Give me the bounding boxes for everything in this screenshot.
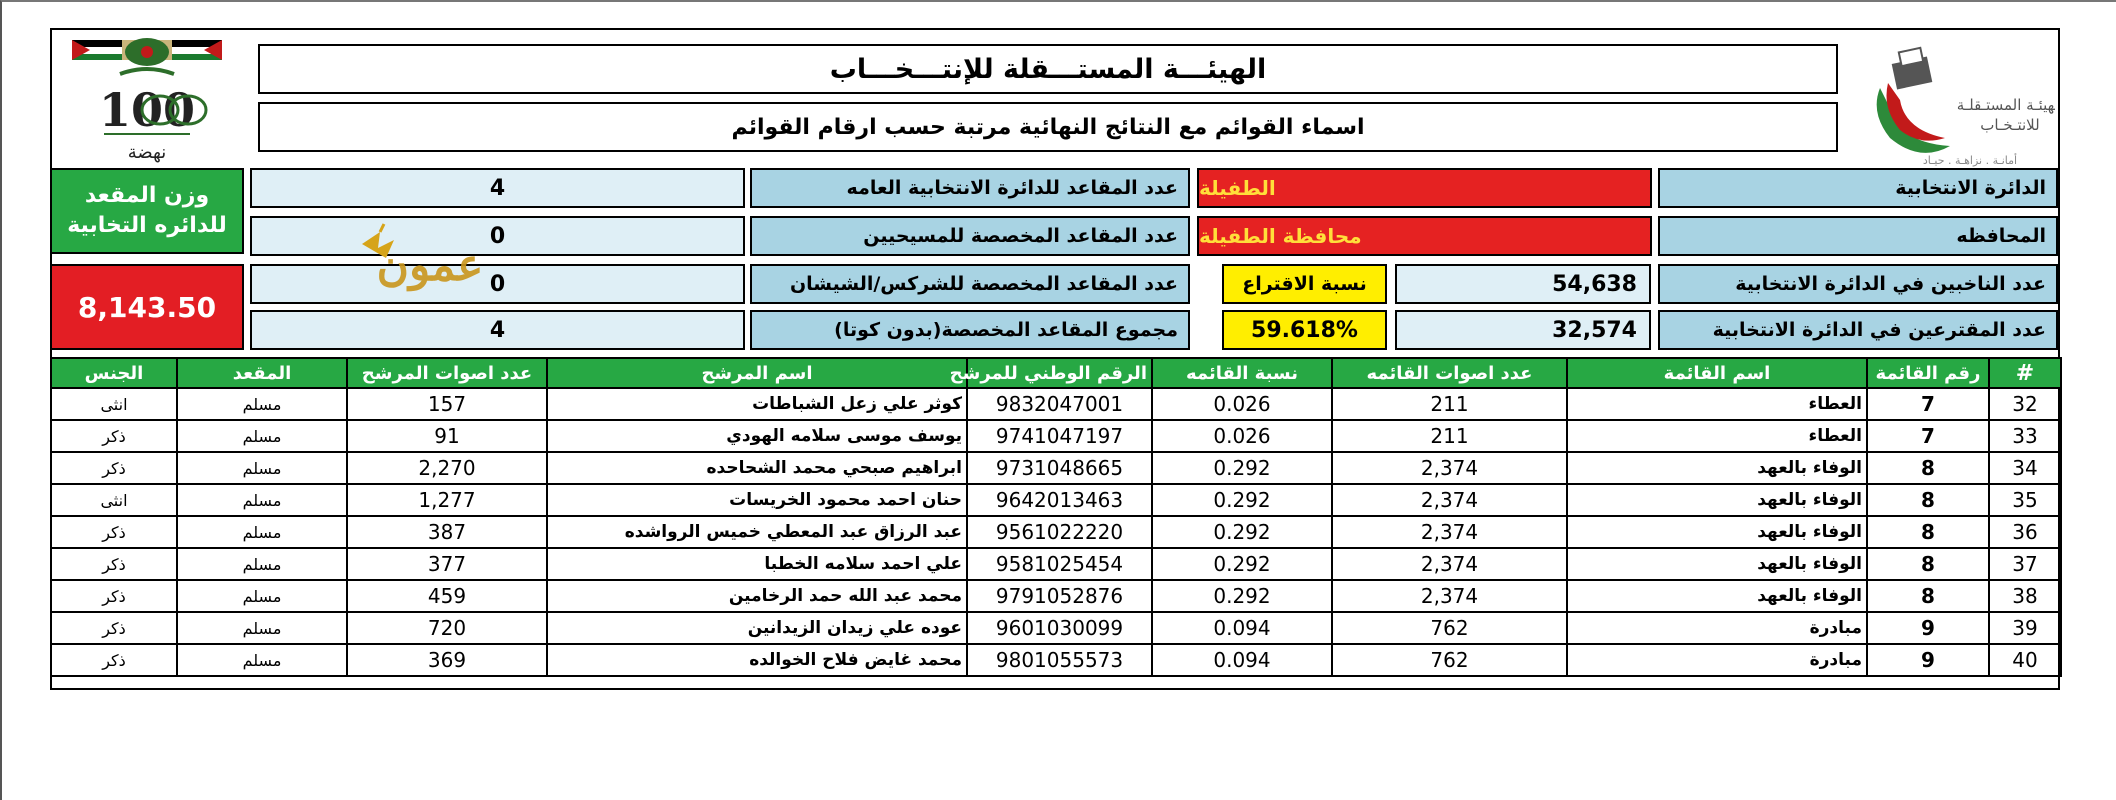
table-row: [51, 484, 2061, 516]
header-candidate-votes: عدد اصوات المرشح: [347, 358, 547, 388]
cell-list-name: الوفاء بالعهد: [1567, 548, 1867, 580]
cell-gender: ذكر: [51, 580, 177, 612]
iec-motto: أمانـة . نزاهـة . حيـاد: [1922, 154, 2018, 167]
cell-list-votes: 2,374: [1332, 580, 1567, 612]
table-row: [51, 612, 2061, 644]
cell-gender: ذكر: [51, 644, 177, 676]
cell-candidate-votes: 369: [347, 644, 547, 676]
cell-gender: انثى: [51, 484, 177, 516]
centennial-number: 100: [98, 83, 196, 137]
seats-total-label: مجموع المقاعد المخصصة(بدون كوتا): [750, 310, 1190, 350]
header-list-ratio: نسبة القائمه: [1152, 358, 1332, 388]
cell-list-no: 8: [1867, 580, 1989, 612]
cell-candidate-votes: 2,270: [347, 452, 547, 484]
cell-candidate: كوثر علي زعل الشباطات: [547, 388, 967, 420]
cell-national-id: 9581025454: [967, 548, 1152, 580]
cell-list-votes: 2,374: [1332, 548, 1567, 580]
seats-circassian-value: 0: [250, 264, 745, 304]
cell-list-name: الوفاء بالعهد: [1567, 452, 1867, 484]
cell-seat: مسلم: [177, 452, 347, 484]
cell-num: 32: [1989, 388, 2061, 420]
cell-candidate: محمد غايض فلاح الخوالده: [547, 644, 967, 676]
cell-gender: ذكر: [51, 548, 177, 580]
cell-list-no: 9: [1867, 612, 1989, 644]
cell-list-ratio: 0.026: [1152, 388, 1332, 420]
iec-name-line2: للانتـخـاب: [1980, 116, 2040, 134]
table-row: [51, 452, 2061, 484]
cell-seat: مسلم: [177, 612, 347, 644]
cell-gender: ذكر: [51, 516, 177, 548]
governorate-value: محافظة الطفيلة: [1197, 216, 1652, 256]
cell-candidate: علي احمد سلامه الخطبا: [547, 548, 967, 580]
cell-list-votes: 211: [1332, 420, 1567, 452]
watermark-text: عمون: [376, 240, 484, 291]
cell-num: 33: [1989, 420, 2061, 452]
cell-candidate-votes: 459: [347, 580, 547, 612]
cell-gender: انثى: [51, 388, 177, 420]
seats-christian-label: عدد المقاعد المخصصة للمسيحيين: [750, 216, 1190, 256]
table-row: [51, 644, 2061, 676]
iec-logo: [1860, 38, 2055, 168]
cell-list-no: 8: [1867, 484, 1989, 516]
cell-national-id: 9791052876: [967, 580, 1152, 612]
cell-national-id: 9741047197: [967, 420, 1152, 452]
centennial-logo: [60, 34, 235, 164]
page-subtitle: [258, 102, 1838, 152]
seats-total-value: 4: [250, 310, 745, 350]
cell-list-name: الوفاء بالعهد: [1567, 580, 1867, 612]
iec-name-line1: الهيئـة المستـقلـة: [1956, 96, 2055, 114]
voters-value: 54,638: [1395, 264, 1651, 304]
cell-num: 38: [1989, 580, 2061, 612]
cell-seat: مسلم: [177, 580, 347, 612]
district-label: الدائرة الانتخابية: [1658, 168, 2058, 208]
cell-list-ratio: 0.094: [1152, 644, 1332, 676]
cell-candidate: يوسف موسى سلامه الهودي: [547, 420, 967, 452]
table-row: [51, 388, 2061, 420]
cell-seat: مسلم: [177, 484, 347, 516]
cell-candidate-votes: 387: [347, 516, 547, 548]
cell-seat: مسلم: [177, 516, 347, 548]
cell-candidate-votes: 157: [347, 388, 547, 420]
cell-list-ratio: 0.292: [1152, 580, 1332, 612]
cell-candidate-votes: 91: [347, 420, 547, 452]
header-list-votes: عدد اصوات القائمه: [1332, 358, 1567, 388]
cell-list-no: 8: [1867, 548, 1989, 580]
header-list-no: رقم القائمة: [1867, 358, 1989, 388]
cell-num: 39: [1989, 612, 2061, 644]
cell-list-votes: 211: [1332, 388, 1567, 420]
cell-candidate-votes: 1,277: [347, 484, 547, 516]
cell-list-ratio: 0.094: [1152, 612, 1332, 644]
table-row: [51, 420, 2061, 452]
header-national-id: الرقم الوطني للمرشح: [967, 358, 1152, 388]
cell-list-name: العطاء: [1567, 388, 1867, 420]
cell-num: 36: [1989, 516, 2061, 548]
cell-list-ratio: 0.292: [1152, 516, 1332, 548]
header-list-name: اسم القائمة: [1567, 358, 1867, 388]
cell-seat: مسلم: [177, 388, 347, 420]
cell-candidate: حنان احمد محمود الخريسات: [547, 484, 967, 516]
cell-list-no: 7: [1867, 420, 1989, 452]
header-seat: المقعد: [177, 358, 347, 388]
seats-christian-value: 0: [250, 216, 745, 256]
cell-gender: ذكر: [51, 452, 177, 484]
page-subtitle-text: اسماء القوائم مع النتائج النهائية مرتبة حسب ارقام القوائم: [731, 114, 1365, 140]
cell-list-votes: 762: [1332, 612, 1567, 644]
cell-list-ratio: 0.292: [1152, 484, 1332, 516]
seats-general-value: 4: [250, 168, 745, 208]
cell-list-name: مبادرة: [1567, 644, 1867, 676]
cell-list-no: 9: [1867, 644, 1989, 676]
table-row: [51, 580, 2061, 612]
cell-seat: مسلم: [177, 420, 347, 452]
cell-list-votes: 2,374: [1332, 516, 1567, 548]
header-num: #: [1989, 358, 2061, 388]
ammon-watermark: [350, 222, 520, 312]
cell-list-no: 7: [1867, 388, 1989, 420]
cell-list-no: 8: [1867, 452, 1989, 484]
page-title: [258, 44, 1838, 94]
cell-national-id: 9832047001: [967, 388, 1152, 420]
turnout-pct-value: 59.618%: [1222, 310, 1387, 350]
table-row: [51, 516, 2061, 548]
cell-num: 34: [1989, 452, 2061, 484]
seats-general-label: عدد المقاعد للدائرة الانتخابية العامه: [750, 168, 1190, 208]
cell-list-ratio: 0.292: [1152, 452, 1332, 484]
cell-list-name: الوفاء بالعهد: [1567, 484, 1867, 516]
header-gender: الجنس: [51, 358, 177, 388]
cell-list-ratio: 0.292: [1152, 548, 1332, 580]
cell-list-votes: 2,374: [1332, 452, 1567, 484]
cell-candidate: عبد الرزاق عبد المعطي خميس الرواشده: [547, 516, 967, 548]
cell-num: 37: [1989, 548, 2061, 580]
cell-candidate-votes: 720: [347, 612, 547, 644]
governorate-label: المحافظه: [1658, 216, 2058, 256]
cell-list-votes: 762: [1332, 644, 1567, 676]
district-value: الطفيلة: [1197, 168, 1652, 208]
page-title-text: الهيئـــة المستـــقلة للإنتـــخـــاب: [829, 53, 1267, 85]
cell-national-id: 9561022220: [967, 516, 1152, 548]
cell-list-ratio: 0.026: [1152, 420, 1332, 452]
cell-num: 40: [1989, 644, 2061, 676]
seat-weight-label: وزن المقعد للدائره التخابية: [50, 168, 244, 254]
turnout-voters-label: عدد المقترعين في الدائرة الانتخابية: [1658, 310, 2058, 350]
cell-seat: مسلم: [177, 644, 347, 676]
cell-seat: مسلم: [177, 548, 347, 580]
cell-list-name: العطاء: [1567, 420, 1867, 452]
seat-weight-value: 8,143.50: [50, 264, 244, 350]
cell-candidate-votes: 377: [347, 548, 547, 580]
cell-national-id: 9801055573: [967, 644, 1152, 676]
cell-gender: ذكر: [51, 420, 177, 452]
cell-national-id: 9601030099: [967, 612, 1152, 644]
turnout-pct-label: نسبة الاقتراع: [1222, 264, 1387, 304]
cell-candidate: محمد عبد الله حمد الرخامين: [547, 580, 967, 612]
turnout-voters-value: 32,574: [1395, 310, 1651, 350]
cell-list-name: مبادرة: [1567, 612, 1867, 644]
voters-label: عدد الناخبين في الدائرة الانتخابية: [1658, 264, 2058, 304]
table-header-row: [51, 358, 2061, 388]
cell-list-votes: 2,374: [1332, 484, 1567, 516]
cell-gender: ذكر: [51, 612, 177, 644]
cell-national-id: 9731048665: [967, 452, 1152, 484]
header-candidate: اسم المرشح: [547, 358, 967, 388]
cell-num: 35: [1989, 484, 2061, 516]
results-table: [50, 357, 2062, 677]
cell-national-id: 9642013463: [967, 484, 1152, 516]
table-row: [51, 548, 2061, 580]
cell-candidate: عوده علي زيدان الزيدانين: [547, 612, 967, 644]
seats-circassian-label: عدد المقاعد المخصصة للشركس/الشيشان: [750, 264, 1190, 304]
cell-list-no: 8: [1867, 516, 1989, 548]
centennial-caption: نهضة: [127, 142, 167, 163]
cell-list-name: الوفاء بالعهد: [1567, 516, 1867, 548]
cell-candidate: ابراهيم صبحي محمد الشحاحده: [547, 452, 967, 484]
